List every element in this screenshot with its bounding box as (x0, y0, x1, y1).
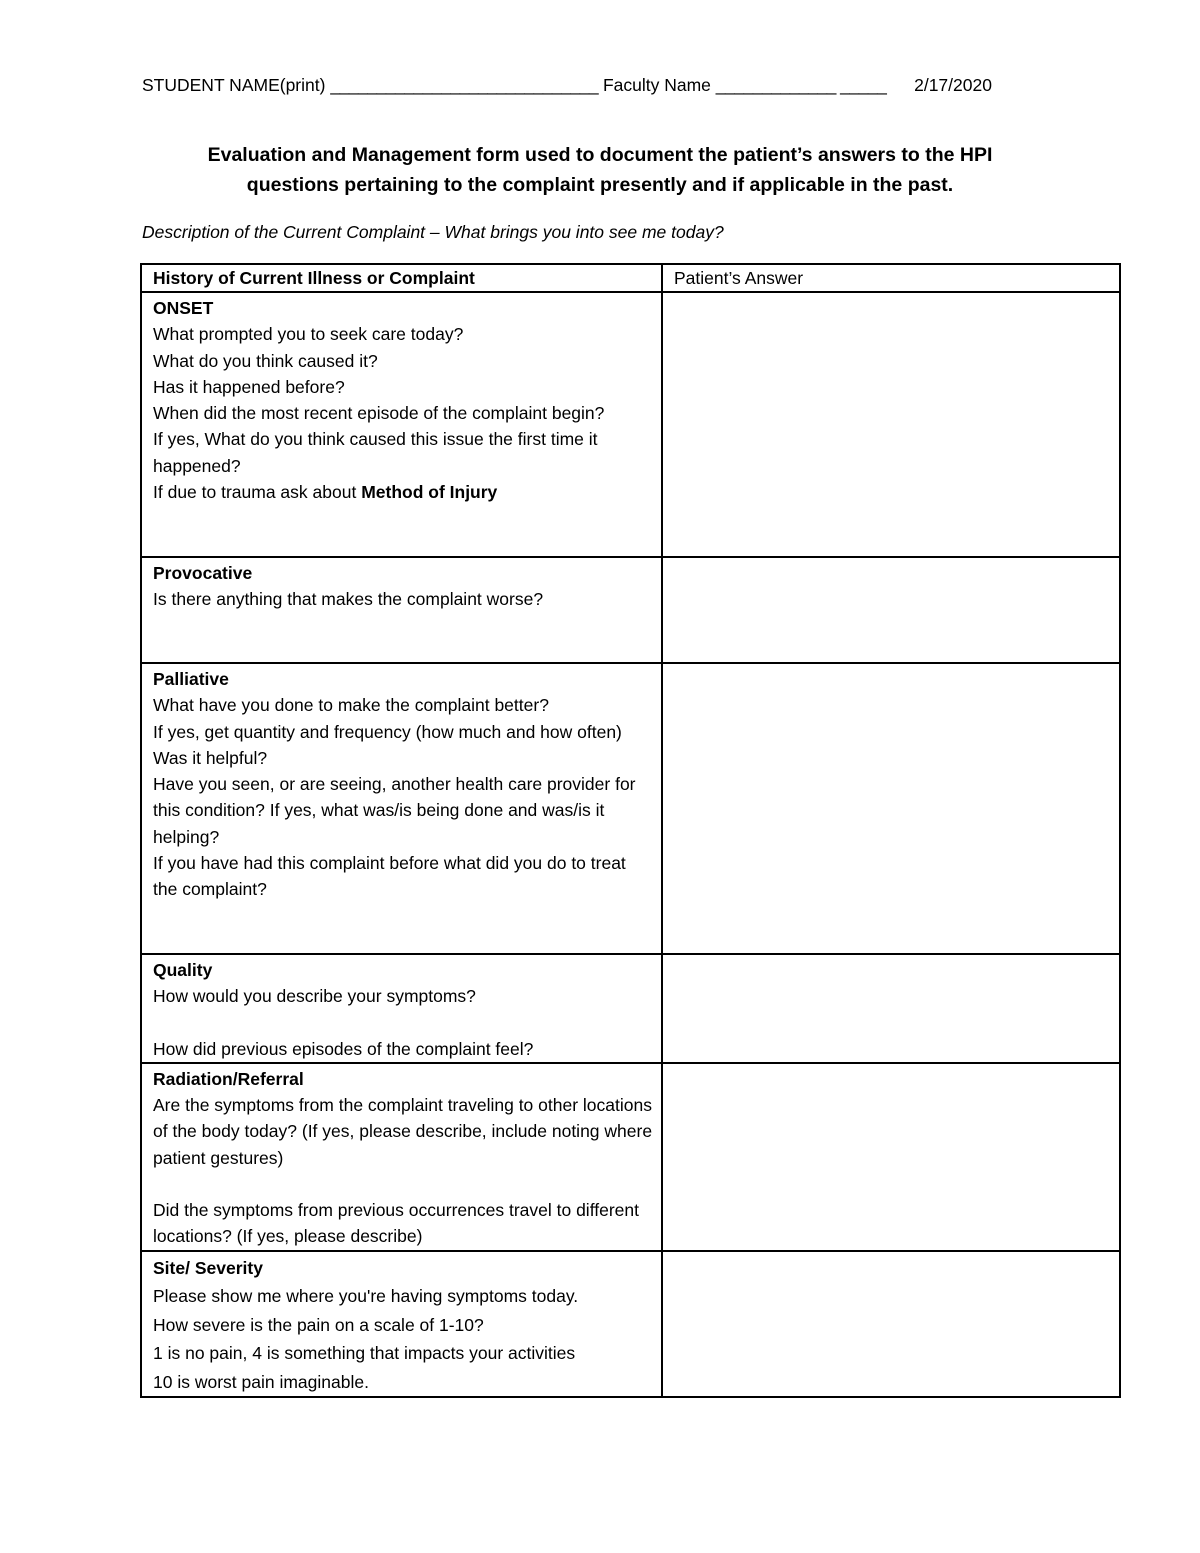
quality-title: Quality (153, 960, 213, 980)
quality-questions (141, 954, 662, 1063)
col-header-answer (662, 264, 1120, 292)
quality-question: How did previous episodes of the complaint feel? (153, 1038, 534, 1059)
radiation-question: Are the symptoms from the complaint traveling to other locations of the body today? (If yes, please describe, include noting where patient gestures) (153, 1095, 653, 1168)
palliative-question: Was it helpful? (153, 747, 268, 768)
faculty-name-blank[interactable]: _____________ _____ (715, 75, 887, 95)
table-row-site-severity (141, 1251, 1120, 1398)
onset-trauma-text: If due to trauma ask about (153, 482, 362, 503)
provocative-questions (141, 557, 662, 663)
table-row-provocative (141, 557, 1120, 663)
palliative-question: Have you seen, or are seeing, another health care provider for this condition? If yes, what was/is being done and was/is it helping? (153, 774, 636, 847)
onset-question: What prompted you to seek care today? (153, 324, 464, 345)
col-header-history (141, 264, 662, 292)
onset-questions (141, 292, 662, 557)
site-severity-questions (141, 1251, 662, 1398)
faculty-name-label: Faculty Name (602, 75, 711, 95)
onset-question (153, 479, 653, 505)
provocative-question: Is there anything that makes the complaint worse? (153, 589, 544, 610)
student-name-label: STUDENT NAME(print) (142, 75, 326, 95)
radiation-question: Did the symptoms from previous occurrences travel to different locations? (If yes, please describe) (153, 1200, 639, 1247)
onset-question: When did the most recent episode of the complaint begin? (153, 403, 605, 424)
site-severity-title: Site/ Severity (153, 1257, 263, 1278)
site-severity-question: How severe is the pain on a scale of 1-10? (153, 1314, 484, 1335)
table-header-row (141, 264, 1120, 292)
quality-question: How would you describe your symptoms? (153, 986, 476, 1007)
site-severity-question: Please show me where you're having symptoms today. (153, 1286, 579, 1307)
method-of-injury-text: Method of Injury (361, 482, 498, 503)
site-severity-question: 10 is worst pain imaginable. (153, 1371, 369, 1392)
student-name-blank[interactable]: _____________________________ (330, 75, 599, 95)
palliative-answer-cell[interactable] (662, 663, 1120, 954)
radiation-questions (141, 1063, 662, 1251)
site-severity-answer-cell[interactable] (662, 1251, 1120, 1398)
table-row-palliative (141, 663, 1120, 954)
col-header-history-label: History of Current Illness or Complaint (153, 268, 475, 288)
form-title-line-1: Evaluation and Management form used to document the patient’s answers to the HPI (207, 144, 993, 166)
onset-title: ONSET (153, 298, 214, 318)
provocative-title: Provocative (153, 563, 253, 583)
palliative-questions (141, 663, 662, 954)
palliative-title: Palliative (153, 669, 229, 689)
form-title-line-2: questions pertaining to the complaint presently and if applicable in the past. (246, 174, 954, 196)
hpi-table (140, 263, 1121, 1398)
onset-question: If yes, What do you think caused this issue the first time it happened? (153, 429, 598, 476)
table-row-radiation (141, 1063, 1120, 1251)
header-line (142, 72, 1062, 98)
palliative-question: If you have had this complaint before what did you do to treat the complaint? (153, 853, 626, 900)
table-row-onset (141, 292, 1120, 557)
onset-question: Has it happened before? (153, 376, 345, 397)
quality-answer-cell[interactable] (662, 954, 1120, 1063)
form-subtitle: Description of the Current Complaint – What brings you into see me today? (142, 222, 724, 242)
radiation-title: Radiation/Referral (153, 1068, 304, 1089)
onset-question: What do you think caused it? (153, 350, 378, 371)
palliative-question: What have you done to make the complaint better? (153, 695, 549, 716)
form-date: 2/17/2020 (914, 75, 992, 95)
onset-answer-cell[interactable] (662, 292, 1120, 557)
provocative-answer-cell[interactable] (662, 557, 1120, 663)
table-row-quality (141, 954, 1120, 1063)
site-severity-question: 1 is no pain, 4 is something that impacts your activities (153, 1343, 576, 1364)
palliative-question: If yes, get quantity and frequency (how much and how often) (153, 721, 622, 742)
radiation-answer-cell[interactable] (662, 1063, 1120, 1251)
col-header-answer-label: Patient’s Answer (674, 268, 804, 288)
form-title (100, 140, 1100, 200)
